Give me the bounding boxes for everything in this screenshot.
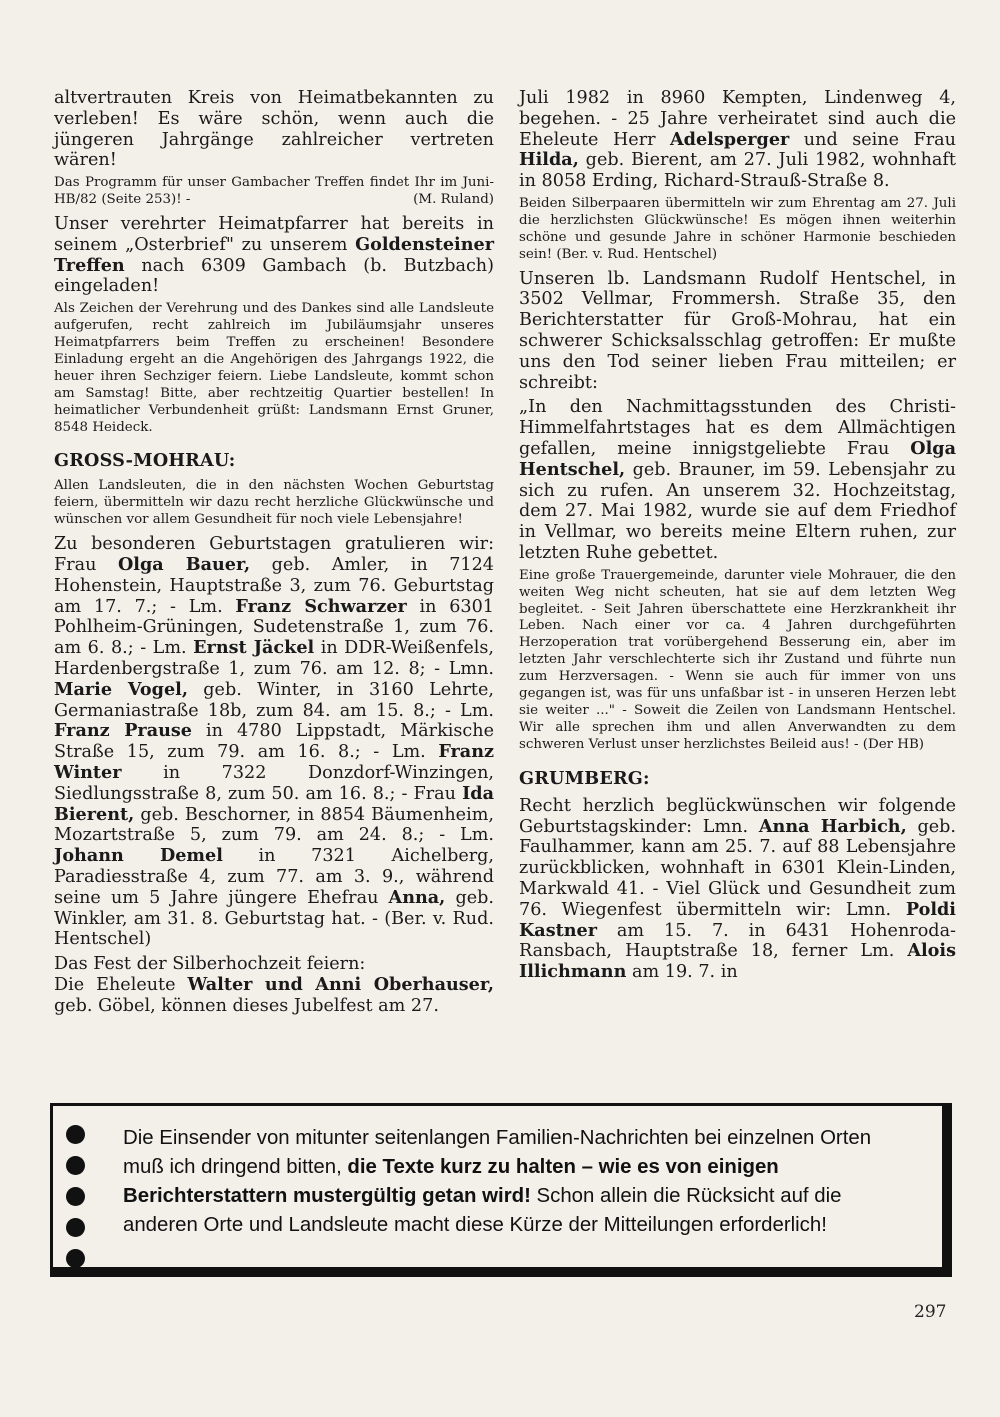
paragraph bbox=[54, 975, 494, 1017]
paragraph-text: Die Eheleute bbox=[54, 974, 188, 995]
paragraph-text: Zu besonderen Geburtstagen gratulieren wir: Frau bbox=[54, 534, 494, 575]
bold-name: Johann Demel bbox=[54, 845, 223, 867]
bullet-dot-icon bbox=[66, 1218, 85, 1237]
paragraph-text: in 7322 Donzdorf-Winzingen, Siedlungsstraße 8, zum 50. am 16. 8.; - Frau bbox=[54, 762, 494, 804]
bold-name: Goldensteiner Treffen bbox=[54, 233, 494, 276]
notice-box bbox=[50, 1103, 952, 1277]
bold-name: Marie Vogel, bbox=[54, 678, 188, 700]
bold-name: Franz Prause bbox=[54, 720, 192, 742]
paragraph-text: am 15. 7. in 6431 Hohenroda-Ransbach, Hauptstraße 18, ferner Lm. bbox=[519, 920, 956, 962]
paragraph-text: in DDR-Weißenfels, Hardenbergstraße 1, zum 76. am 12. 8; - Lmn. bbox=[54, 638, 494, 679]
author-signature: (M. Ruland) bbox=[413, 192, 494, 208]
bold-name: Franz Schwarzer bbox=[235, 595, 407, 617]
paragraph bbox=[54, 214, 494, 297]
paragraph-text: geb. Beschorner, in 8854 Bäumenheim, Mozartstraße 5, zum 79. am 24. 8.; - Lm. bbox=[54, 804, 494, 846]
paragraph bbox=[54, 175, 494, 209]
paragraph-text: geb. Winkler, am 31. 8. Geburtstag hat. - (Ber. v. Rud. Hentschel) bbox=[54, 887, 494, 950]
paragraph-text: Recht herzlich beglückwünschen wir folgende Geburtstagskinder: Lmn. bbox=[519, 795, 956, 837]
paragraph: Unseren lb. Landsmann Rudolf Hentschel, in 3502 Vellmar, Frommersh. Straße 35, den Berichterstatter für Groß-Mohrau, hat ein schwerer Schicksalsschlag getroffen: Er mußte uns den Tod seiner lieben Frau mitteilen; er schreibt: bbox=[519, 268, 956, 393]
paragraph: Als Zeichen der Verehrung und des Dankes sind alle Landsleute aufgerufen, recht zahlreich im Jubiläumsjahr unseres Heimatpfarrers beim Treffen zu erscheinen! Besondere Einladung ergeht an die Angehörigen des Jahrgangs 1922, die heuer ihren Sechziger feiern. Liebe Landsleute, kommt schon am Samstag! Bitte, aber rechtzeitig Quartier bestellen! In heimatlicher Verbundenheit grüßt: Landsmann Ernst Gruner, 8548 Heideck. bbox=[54, 301, 494, 435]
paragraph bbox=[54, 534, 494, 950]
left-column bbox=[54, 88, 494, 1020]
paragraph-text: geb. Göbel, können dieses Jubelfest am 27. bbox=[54, 995, 439, 1016]
bold-name: Adelsperger bbox=[670, 128, 790, 150]
notice-text-bold: die Texte kurz zu halten – wie es von einigen Berichterstattern mustergültig getan wird! bbox=[123, 1156, 779, 1207]
notice-text-plain: Die Einsender von mitunter seitenlangen Familien-Nachrichten bei einzelnen Orten muß ich dringend bitten, bbox=[123, 1127, 872, 1178]
bullet-dot-icon bbox=[66, 1125, 85, 1144]
paragraph-text: geb. Amler, in 7124 Hohenstein, Hauptstraße 3, zum 76. Geburtstag am 17. 7.; - Lm. bbox=[54, 554, 494, 617]
bold-name: Ernst Jäckel bbox=[193, 637, 315, 659]
paragraph-text: geb. Faulhammer, kann am 25. 7. auf 88 Lebensjahre zurückblicken, wohnhaft in 6301 Klein-Linden, Markwald 41. - Viel Glück und Gesundheit zum 76. Wiegenfest übermitteln wir: Lmn. bbox=[519, 816, 957, 920]
paragraph-text: geb. Bierent, am 27. Juli 1982, wohnhaft in 8058 Erding, Richard-Strauß-Straße 8. bbox=[519, 150, 956, 192]
paragraph-text: am 19. 7. in bbox=[626, 962, 738, 983]
paragraph: altvertrauten Kreis von Heimatbekannten zu verleben! Es wäre schön, wenn auch die jüngeren Jahrgänge zahlreicher vertreten wären! bbox=[54, 88, 494, 171]
paragraph: Allen Landsleuten, die in den nächsten Wochen Geburtstag feiern, übermitteln wir dazu recht herzliche Glückwünsche und wünschen vor allem Gesundheit für noch viele Lebensjahre! bbox=[54, 478, 494, 528]
paragraph-text: nach 6309 Gambach (b. Butzbach) eingeladen! bbox=[54, 255, 494, 297]
paragraph-text: geb. Brauner, im 59. Lebensjahr zu sich zu rufen. An unserem 32. Hochzeitstag, dem 27. Mai 1982, wurde sie auf dem Friedhof in Vellmar, wo bereits meine Eltern ruhen, zur letzten Ruhe gebettet. bbox=[519, 459, 956, 563]
paragraph bbox=[519, 397, 956, 563]
paragraph-text: „In den Nachmittagsstunden des Christi-Himmelfahrtstages hat es dem Allmächtigen gefallen, meine innigstgeliebte Frau bbox=[519, 397, 956, 459]
section-heading: GROSS-MOHRAU: bbox=[54, 450, 236, 472]
bold-name: Walter und Anni Oberhauser, bbox=[187, 973, 494, 995]
paragraph-text: in 4780 Lippstadt, Märkische Straße 15, zum 79. am 16. 8.; - Lm. bbox=[54, 721, 494, 763]
paragraph: Beiden Silberpaaren übermitteln wir zum Ehrentag am 27. Juli die herzlichsten Glückwünsche! Es mögen ihnen weiterhin schöne und gesunde Jahre in schöner Harmonie beschieden sein! (Ber. v. Rud. Hentschel) bbox=[519, 195, 956, 262]
paragraph: Das Fest der Silberhochzeit feiern: bbox=[54, 954, 366, 975]
bold-name: Franz Winter bbox=[54, 741, 494, 783]
bold-name: Olga Bauer, bbox=[117, 553, 251, 575]
paragraph bbox=[519, 88, 956, 192]
notice-text-plain: Schon allein die Rücksicht auf die anderen Orte und Landsleute macht diese Kürze der Mitteilungen erforderlich! bbox=[123, 1185, 842, 1236]
notice-text bbox=[123, 1124, 913, 1240]
bold-name: Ida Bierent, bbox=[54, 782, 494, 825]
paragraph-text: Unser verehrter Heimatpfarrer hat bereits in seinem „Osterbrief" zu unserem bbox=[54, 214, 494, 255]
bullet-list bbox=[66, 1125, 98, 1280]
paragraph-text: und seine Frau bbox=[789, 129, 956, 150]
paragraph-text: in 7321 Aichelberg, Paradiesstraße 4, zum 77. am 3. 9., während seine um 5 Jahre jüngere Ehefrau bbox=[54, 846, 495, 908]
bold-name: Anna, bbox=[388, 886, 446, 908]
bullet-dot-icon bbox=[66, 1249, 85, 1268]
bold-name: Alois Illichmann bbox=[519, 940, 956, 983]
paragraph-text: in 6301 Pohlheim-Grüningen, Sudetenstraße 1, zum 76. am 6. 8.; - Lm. bbox=[54, 596, 494, 659]
section-heading: GRUMBERG: bbox=[519, 767, 650, 789]
paragraph-text: Juli 1982 in 8960 Kempten, Lindenweg 4, begehen. - 25 Jahre verheiratet sind auch die Eheleute Herr bbox=[519, 88, 956, 150]
bold-name: Hilda, bbox=[519, 149, 579, 171]
paragraph bbox=[519, 796, 956, 983]
page-number: 297 bbox=[914, 1302, 947, 1322]
paragraph-text: geb. Winter, in 3160 Lehrte, Germaniastraße 18b, zum 84. am 15. 8.; - Lm. bbox=[54, 679, 494, 721]
paragraph-text: Das Programm für unser Gambacher Treffen findet Ihr im Juni-HB/82 (Seite 253)! - bbox=[54, 175, 494, 208]
right-column bbox=[519, 88, 956, 987]
bold-name: Poldi Kastner bbox=[519, 898, 956, 941]
bold-name: Anna Harbich, bbox=[758, 815, 907, 837]
bullet-dot-icon bbox=[66, 1187, 85, 1206]
bullet-dot-icon bbox=[66, 1156, 85, 1175]
paragraph: Eine große Trauergemeinde, darunter viele Mohrauer, die den weiten Weg nicht scheuten, hat sie auf dem letzten Weg begleitet. - Seit Jahren überschattete eine Herzkrankheit ihr Leben. Nach einer vor ca. 4 Jahren durchgeführten Herzoperation trat vorübergehend Besserung ein, aber im letzten Jahr verschlechterte sich ihr Zustand und führte nun zum Herzversagen. - Wenn sie auch für immer von uns gegangen ist, was für uns unfaßbar ist - in unseren Herzen lebt sie weiter ..." - Soweit die Zeilen von Landsmann Hentschel. Wir alle sprechen ihm und allen Anverwandten zu dem schweren Verlust unser herzlichstes Beileid aus! - (Der HB) bbox=[519, 567, 956, 752]
bold-name: Olga Hentschel, bbox=[519, 437, 956, 480]
